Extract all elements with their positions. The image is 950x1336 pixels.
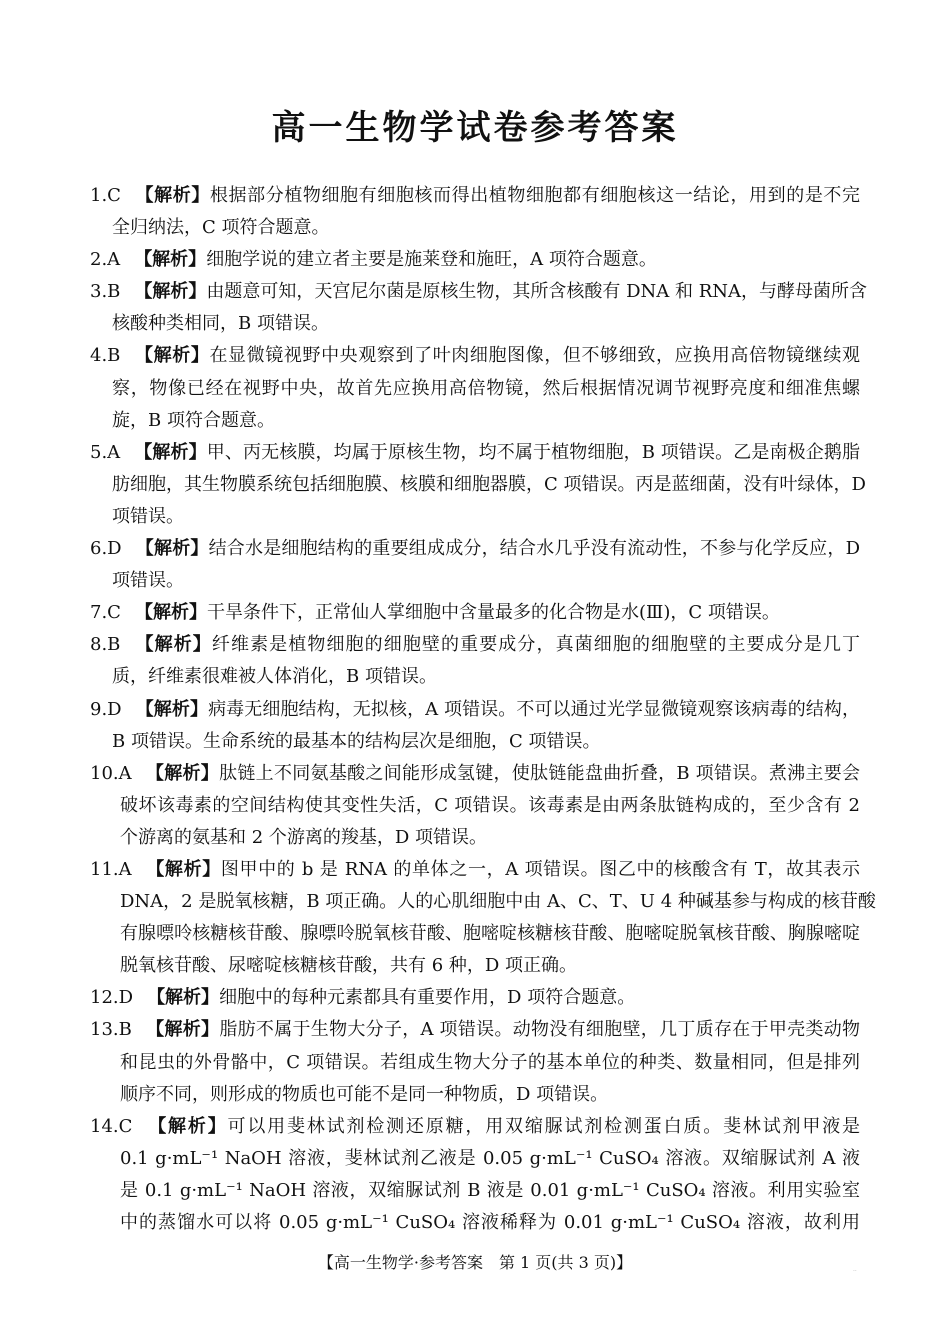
answer-item (90, 533, 860, 597)
answer-item (90, 629, 860, 693)
corner-mark: .. (853, 1266, 857, 1273)
answer-line (90, 982, 860, 1014)
answer-line (90, 1207, 860, 1239)
analysis-label: 【解析】 (134, 345, 210, 367)
answer-text: 项错误。 (112, 570, 184, 592)
page-title: 高一生物学试卷参考答案 (271, 108, 679, 148)
answer-text: 中的蒸馏水可以将 0.05 g·mL⁻¹ CuSO₄ 溶液稀释为 0.01 g·mL⁻¹ CuSO₄ 溶液，故利用 (120, 1212, 860, 1233)
answer-text: 和昆虫的外骨骼中，C 项错误。若组成生物大分子的基本单位的种类、数量相同，但是排列 (120, 1051, 860, 1073)
answer-text: 纤维素是植物细胞的细胞壁的重要成分，真菌细胞的细胞壁的主要成分是几丁 (211, 634, 861, 656)
answer-item (90, 340, 860, 436)
answer-item (90, 1014, 860, 1110)
answer-item (90, 276, 868, 340)
answer-text: 0.1 g·mL⁻¹ NaOH 溶液，斐林试剂乙液是 0.05 g·mL⁻¹ CuSO₄ 溶液。双缩脲试剂 A 液 (120, 1147, 860, 1169)
analysis-label: 【解析】 (134, 249, 207, 271)
analysis-label: 【解析】 (134, 185, 210, 206)
answer-line (90, 822, 860, 854)
answer-line (90, 950, 860, 982)
answer-line (90, 308, 860, 340)
answer-text: 可以用斐林试剂检测还原糖，用双缩脲试剂检测蛋白质。斐林试剂甲液是 (227, 1115, 861, 1137)
answer-line (90, 533, 860, 565)
answer-text: 甲、丙无核膜，均属于原核生物，均不属于植物细胞，B 项错误。乙是南极企鹅脂 (206, 441, 860, 463)
answer-text: 图甲中的 b 是 RNA 的单体之一，A 项错误。图乙中的核酸含有 T，故其表示 (220, 858, 861, 880)
answer-number: 3.B (90, 281, 121, 303)
answer-line (90, 694, 860, 726)
answer-text: 细胞学说的建立者主要是施莱登和施旺，A 项符合题意。 (206, 249, 657, 271)
answer-number: 11.A (90, 858, 132, 880)
answer-line (90, 854, 860, 886)
answer-number: 7.C (90, 602, 121, 624)
answer-item (90, 982, 860, 1014)
answer-number: 1.C (90, 185, 121, 206)
answer-line (90, 661, 860, 693)
answer-text: 顺序不同，则形成的物质也可能不是同一种物质，D 项错误。 (120, 1083, 609, 1105)
answer-line (90, 244, 860, 276)
answer-line (90, 340, 860, 372)
answer-item (90, 1111, 860, 1239)
answer-text: DNA，2 是脱氧核糖，B 项正确。人的心肌细胞中由 A、C、T、U 4 种碱基参与构成的核苷酸 (120, 891, 876, 913)
answer-line (90, 790, 860, 822)
answer-text: 由题意可知，天宫尼尔菌是原核生物，其所含核酸有 DNA 和 RNA，与酵母菌所含 (206, 281, 868, 303)
answer-number: 14.C (90, 1115, 133, 1137)
answer-line (90, 1079, 860, 1111)
page-footer: 【高一生物学·参考答案 第 1 页(共 3 页)】 (317, 1253, 633, 1272)
answer-text: B 项错误。生命系统的最基本的结构层次是细胞，C 项错误。 (112, 730, 601, 752)
analysis-label: 【解析】 (135, 538, 209, 560)
answer-text: 有腺嘌呤核糖核苷酸、腺嘌呤脱氧核苷酸、胞嘧啶核糖核苷酸、胞嘧啶脱氧核苷酸、胸腺嘧啶 (120, 923, 860, 945)
answer-text: 结合水是细胞结构的重要组成成分，结合水几乎没有流动性，不参与化学反应，D (208, 538, 860, 560)
answer-text: 全归纳法，C 项符合题意。 (112, 217, 330, 239)
answer-number: 8.B (90, 634, 121, 656)
answer-text: 破坏该毒素的空间结构使其变性失活，C 项错误。该毒素是由两条肽链构成的，至少含有 2 (120, 794, 860, 816)
answer-line (90, 1143, 860, 1175)
answer-line (90, 1047, 860, 1079)
answer-text: 个游离的氨基和 2 个游离的羧基，D 项错误。 (120, 826, 488, 848)
answer-line (90, 758, 860, 790)
answer-item (90, 244, 860, 276)
answer-line (90, 469, 866, 501)
analysis-label: 【解析】 (145, 762, 220, 784)
answer-item (90, 597, 860, 629)
answer-line (90, 212, 860, 244)
answer-text: 病毒无细胞结构，无拟核，A 项错误。不可以通过光学显微镜观察该病毒的结构， (208, 698, 861, 720)
answer-line (90, 565, 860, 597)
answer-number: 2.A (90, 249, 121, 271)
answer-line (90, 918, 860, 950)
answer-text: 脱氧核苷酸、尿嘧啶核糖核苷酸，共有 6 种，D 项正确。 (120, 955, 578, 977)
answer-line (90, 726, 860, 758)
answer-text: 肽链上不同氨基酸之间能形成氢键，使肽链能盘曲折叠，B 项错误。煮沸主要会 (219, 762, 860, 784)
answer-text: 在显微镜视野中央观察到了叶肉细胞图像，但不够细致，应换用高倍物镜继续观 (209, 345, 861, 367)
answer-text: 根据部分植物细胞有细胞核而得出植物细胞都有细胞核这一结论，用到的是不完 (209, 185, 861, 206)
answer-text: 细胞中的每种元素都具有重要作用，D 项符合题意。 (219, 987, 636, 1009)
analysis-label: 【解析】 (135, 698, 209, 720)
answer-line (90, 180, 860, 212)
answer-text: 是 0.1 g·mL⁻¹ NaOH 溶液，双缩脲试剂 B 液是 0.01 g·mL⁻¹ CuSO₄ 溶液。利用实验室 (120, 1179, 860, 1201)
analysis-label: 【解析】 (146, 1115, 228, 1137)
analysis-label: 【解析】 (147, 987, 220, 1009)
answer-text: 项错误。 (112, 505, 184, 527)
answer-number: 6.D (90, 538, 122, 560)
answer-line (90, 629, 860, 661)
answer-text: 干旱条件下，正常仙人掌细胞中含量最多的化合物是水(Ⅲ)，C 项错误。 (206, 602, 780, 624)
answer-line (90, 597, 860, 629)
answer-number: 10.A (90, 762, 132, 784)
answer-item (90, 180, 860, 244)
answer-line (90, 886, 876, 918)
answer-text: 脂肪不属于生物大分子，A 项错误。动物没有细胞壁，几丁质存在于甲壳类动物 (219, 1019, 861, 1041)
answer-number: 13.B (90, 1019, 132, 1041)
answer-line (90, 501, 860, 533)
analysis-label: 【解析】 (145, 1019, 220, 1041)
answer-text: 旋，B 项符合题意。 (112, 409, 275, 431)
answer-number: 4.B (90, 345, 121, 367)
answer-list (90, 180, 876, 1239)
answer-item (90, 694, 860, 758)
answer-line (90, 1111, 860, 1143)
answer-line (90, 437, 860, 469)
answer-number: 12.D (90, 987, 134, 1009)
analysis-label: 【解析】 (134, 441, 207, 463)
analysis-label: 【解析】 (145, 858, 221, 880)
answer-item (90, 437, 866, 533)
answer-text: 肪细胞，其生物膜系统包括细胞膜、核膜和细胞器膜，C 项错误。丙是蓝细菌，没有叶绿体，D (112, 473, 866, 495)
answer-line (90, 1014, 860, 1046)
analysis-label: 【解析】 (134, 634, 212, 656)
answer-text: 质，纤维素很难被人体消化，B 项错误。 (112, 666, 437, 688)
answer-line (90, 276, 868, 308)
answer-number: 9.D (90, 698, 122, 720)
answer-text: 察，物像已经在视野中央，故首先应换用高倍物镜，然后根据情况调节视野亮度和细准焦螺 (112, 377, 860, 399)
answer-line (90, 373, 860, 405)
answer-text: 核酸种类相同，B 项错误。 (112, 313, 329, 335)
answer-line (90, 1175, 860, 1207)
analysis-label: 【解析】 (134, 602, 207, 624)
answer-item (90, 758, 860, 854)
answer-line (90, 405, 860, 437)
analysis-label: 【解析】 (134, 281, 207, 303)
answer-number: 5.A (90, 441, 121, 463)
answer-item (90, 854, 876, 982)
